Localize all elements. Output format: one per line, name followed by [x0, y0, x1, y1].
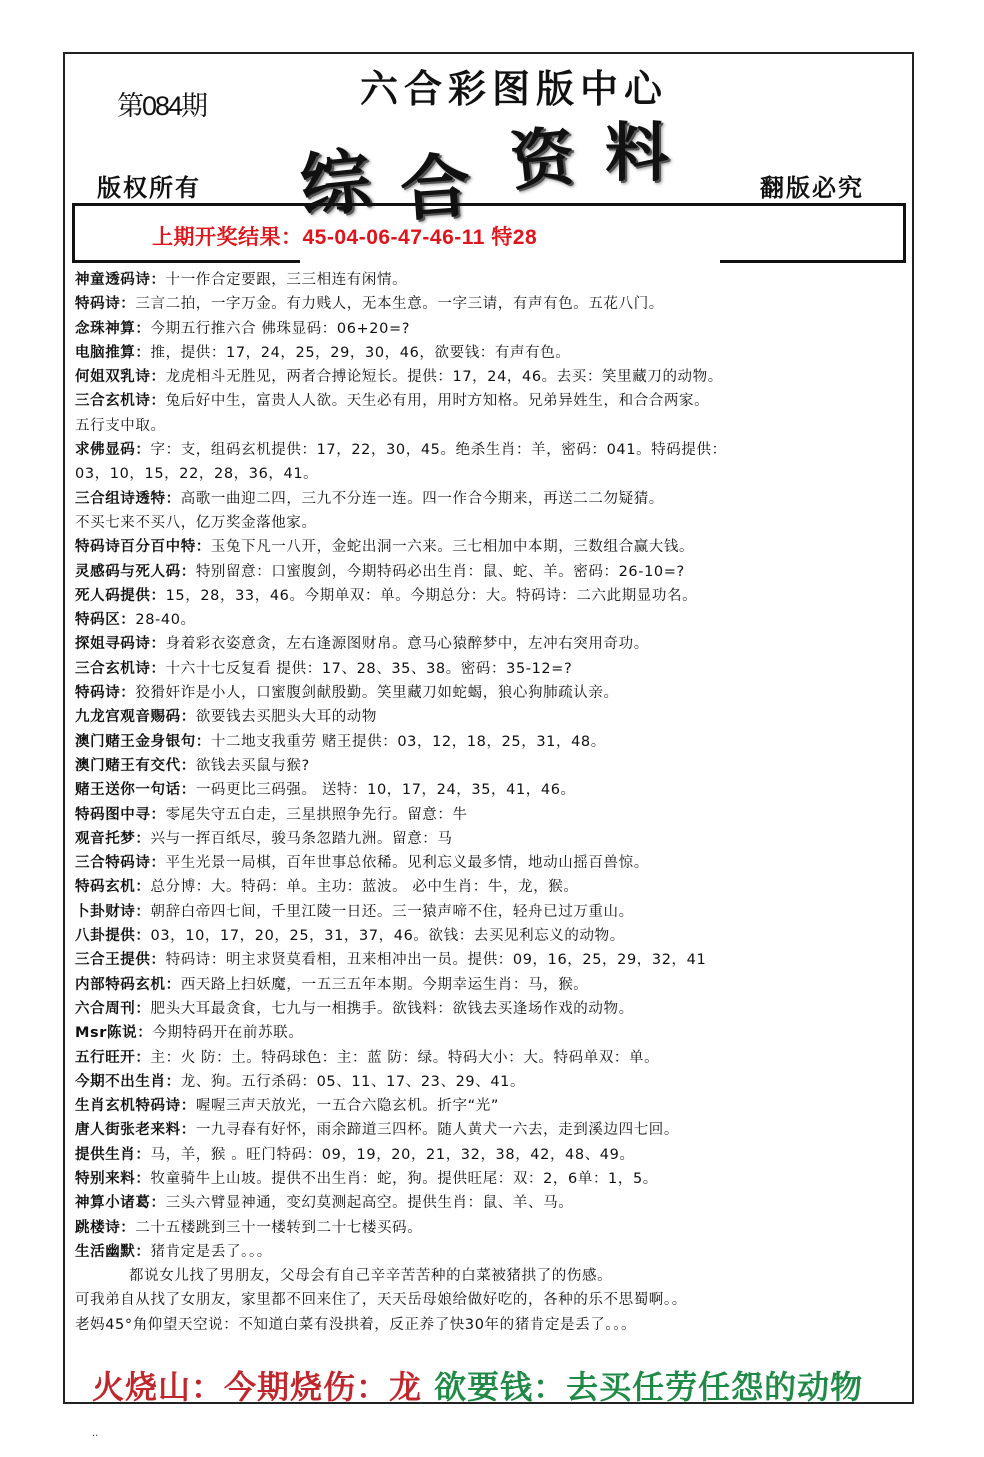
line-text: 十二地支我重劳 赌王提供：03，12，18，25，31，48。	[210, 733, 606, 750]
content-line	[75, 438, 911, 462]
content-line	[75, 973, 911, 997]
last-result	[152, 221, 537, 251]
line-label: 六合周刊：	[75, 1000, 151, 1017]
line-label: 观音托梦：	[75, 830, 151, 847]
line-label: 澳门赌王有交代：	[75, 757, 196, 774]
line-text: 总分博：大。特码：单。主功：蓝波。 必中生肖：牛，龙，猴。	[150, 879, 579, 896]
story-line: 老妈45°角仰望天空说：不知道白菜有没拱着，反正养了快30年的猪肯定是丢了。。。	[75, 1316, 637, 1333]
line-text: 牧童骑牛上山坡。提供不出生肖：蛇，狗。提供旺尾：双：2，6单：1，5。	[150, 1170, 658, 1187]
content-line	[75, 632, 911, 656]
line-text: 字：支，组码玄机提供：17，22，30，45。绝杀生肖：羊，密码：041。特码提供：	[150, 442, 727, 459]
line-label: 神算小诸葛：	[75, 1195, 166, 1212]
issue-number: 第084期	[117, 91, 207, 121]
content-line	[75, 389, 911, 413]
line-text: 肥头大耳最贪食，七九与一相携手。欲钱料：欲钱去买逢场作戏的动物。	[150, 1000, 634, 1017]
line-text: 高歌一曲迎二四，三九不分连一连。四一作合今期来，再送二二勿疑猜。	[180, 490, 664, 507]
content-line	[75, 1167, 911, 1191]
line-text: 龙虎相斗无胜见，两者合搏论短长。提供：17，24，46。去买：笑里藏刀的动物。	[165, 369, 723, 386]
big-title-char: 综	[296, 138, 375, 229]
line-text: 十六十七反复看 提供：17、28、35、38。密码：35-12=?	[165, 660, 573, 677]
line-text: 兴与一挥百纸尽，骏马条忽踏九洲。留意：马	[150, 830, 453, 847]
line-text: 欲要钱去买肥头大耳的动物	[195, 709, 378, 726]
line-text: 推，提供：17，24，25，29，30，46，欲要钱：有声有色。	[150, 344, 571, 361]
result-box-gap	[300, 258, 720, 266]
line-text: 三言二拍，一字万金。有力贱人，无本生意。一字三请，有声有色。五花八门。	[135, 296, 664, 313]
line-text: 身着彩衣姿意贪，左右逢源图财帛。意马心猿醉梦中，左冲右突用奇功。	[165, 636, 649, 653]
line-text: 五行支中取。	[75, 417, 166, 434]
content-line	[75, 754, 911, 778]
line-label: 特码诗：	[75, 296, 136, 313]
content-line	[75, 1094, 911, 1118]
line-text: 玉兔下凡一八开，金蛇出洞一六来。三七相加中本期，三数组合赢大钱。	[210, 539, 695, 556]
story-line: 都说女儿找了男朋友，父母会有自己辛辛苦苦种的白菜被猪拱了的伤感。	[129, 1268, 613, 1285]
line-label: 跳楼诗：	[75, 1219, 136, 1236]
line-label: 五行旺开：	[75, 1049, 151, 1066]
content-line	[75, 365, 911, 389]
content-line	[75, 341, 911, 365]
line-label: 赌王送你一句话：	[75, 782, 196, 799]
line-label: 念珠神算：	[75, 320, 151, 337]
content-line	[75, 681, 911, 705]
content-line	[75, 560, 911, 584]
content-line	[75, 317, 911, 341]
line-text: 兔后好中生，富贵人人欲。天生必有用，用时方知格。兄弟异姓生，和合合两家。	[165, 393, 710, 410]
line-label: 神童透码诗：	[75, 272, 166, 288]
content-line	[75, 535, 911, 559]
content-line	[75, 948, 911, 972]
line-label: 三合玄机诗：	[75, 393, 166, 410]
line-label: 三合玄机诗：	[75, 660, 166, 677]
content-line	[75, 803, 911, 827]
content-line	[75, 268, 911, 292]
line-label: 八卦提供：	[75, 928, 151, 945]
line-label: 灵感码与死人码：	[75, 563, 196, 580]
line-label: 今期不出生肖：	[75, 1073, 181, 1090]
line-text: 03，10，15，22，28，36，41。	[75, 466, 319, 483]
content-line	[75, 1046, 911, 1070]
content-line	[75, 608, 911, 632]
line-text: 欲钱去买鼠与猴?	[195, 757, 310, 774]
content-line	[75, 1240, 911, 1264]
line-label: 卜卦财诗：	[75, 903, 151, 920]
line-text: 三头六臂显神通，变幻莫测起高空。提供生肖：鼠、羊、马。	[165, 1195, 574, 1212]
line-label: 三合组诗透特：	[75, 490, 181, 507]
content-line	[75, 705, 911, 729]
line-label: 何姐双乳诗：	[75, 369, 166, 386]
content-line	[75, 924, 911, 948]
line-label: 生活幽默：	[75, 1243, 151, 1260]
copyright-right: 翻版必究	[760, 173, 864, 202]
line-text: 平生光景一局棋，百年世事总依稀。见利忘义最多情，地动山摇百兽惊。	[165, 855, 649, 872]
content-line	[75, 414, 911, 438]
content-line	[75, 875, 911, 899]
line-text: 猪肯定是丢了。。。	[150, 1243, 272, 1260]
line-label: 特码诗百分百中特：	[75, 539, 211, 556]
line-text: 03，10，17，20，25，31，37，46。欲钱：去买见利忘义的动物。	[150, 928, 625, 945]
copyright-left: 版权所有	[97, 173, 201, 202]
content-line	[75, 900, 911, 924]
content-line	[75, 1216, 911, 1240]
line-label: 特码区：	[75, 612, 136, 629]
content-line	[75, 730, 911, 754]
result-label: 上期开奖结果：	[152, 226, 303, 249]
content-line	[75, 1070, 911, 1094]
line-text: 西天路上扫妖魔，一五三五年本期。今期幸运生肖：马，猴。	[180, 976, 589, 993]
content-lines	[75, 268, 911, 1337]
line-text: 喔喔三声天放光，一五合六隐玄机。折字“光”	[195, 1098, 499, 1115]
line-text: 十一作合定要跟，三三相连有闲情。	[165, 272, 408, 288]
content-line	[75, 657, 911, 681]
line-label: 三合王提供：	[75, 952, 166, 969]
line-text: 一码更比三码强。 送特：10，17，24，35，41，46。	[195, 782, 576, 799]
line-text: 不买七来不买八，亿万奖金落他家。	[75, 514, 317, 531]
content-line	[75, 1118, 911, 1142]
line-text: 龙、狗。五行杀码：05、11、17、23、29、41。	[180, 1073, 526, 1090]
result-special: 特28	[491, 226, 538, 249]
content-line	[75, 1143, 911, 1167]
content-line	[75, 584, 911, 608]
line-label: 特码图中寻：	[75, 806, 166, 823]
line-label: 生肖玄机特码诗：	[75, 1098, 196, 1115]
banner-red-text: 火烧山：今期烧伤：龙	[92, 1368, 423, 1406]
line-text: 特码诗：明主求贤莫看相，丑来相冲出一员。提供：09，16，25，29，32，41	[165, 952, 707, 969]
line-text: 狡猾奸诈是小人，口蜜腹剑献殷勤。笑里藏刀如蛇蝎，狼心狗肺疏认亲。	[135, 685, 619, 702]
line-label: 提供生肖：	[75, 1146, 151, 1163]
line-text: 零尾失守五白走，三星拱照争先行。留意：牛	[165, 806, 468, 823]
line-text: 今期五行推六合 佛珠显码：06+20=?	[150, 320, 411, 337]
result-numbers: 45-04-06-47-46-11	[302, 226, 485, 249]
line-label: 唐人街张老来料：	[75, 1122, 196, 1139]
line-label: 死人码提供：	[75, 587, 166, 604]
content-line	[75, 1021, 911, 1045]
line-label: Msr陈说：	[75, 1025, 153, 1042]
line-label: 特码玄机：	[75, 879, 151, 896]
line-label: 三合特码诗：	[75, 855, 166, 872]
line-text: 15，28，33，46。今期单双：单。今期总分：大。特码诗：二六此期显功名。	[165, 587, 698, 604]
content-line	[75, 511, 911, 535]
footer-dots: ..	[92, 1428, 99, 1439]
content-line	[75, 778, 911, 802]
line-text: 今期特码开在前苏联。	[152, 1025, 304, 1042]
line-label: 特码诗：	[75, 685, 136, 702]
line-text: 特别留意：口蜜腹剑，今期特码必出生肖：鼠、蛇、羊。密码：26-10=?	[195, 563, 685, 580]
line-text: 28-40。	[135, 612, 196, 629]
line-label: 探姐寻码诗：	[75, 636, 166, 653]
line-label: 特别来料：	[75, 1170, 151, 1187]
line-label: 澳门赌王金身银句：	[75, 733, 211, 750]
content-line	[75, 827, 911, 851]
line-label: 九龙宫观音赐码：	[75, 709, 196, 726]
line-text: 一九寻春有好怀，雨余蹄道三四杯。随人黄犬一六去，走到溪边四七回。	[195, 1122, 680, 1139]
content-line	[75, 997, 911, 1021]
line-label: 电脑推算：	[75, 344, 151, 361]
big-title-char: 合	[397, 143, 474, 232]
big-title-char: 料	[605, 116, 669, 191]
line-text: 二十五楼跳到三十一楼转到二十七楼买码。	[135, 1219, 423, 1236]
content-line	[75, 462, 911, 486]
story-line: 可我弟自从找了女朋友，家里都不回来住了，天天岳母娘给做好吃的，各种的乐不思蜀啊。。	[75, 1292, 687, 1309]
big-title-char: 资	[506, 118, 579, 201]
content-line	[75, 1191, 911, 1215]
line-text: 朝辞白帝四七间，千里江陵一日还。三一猿声啼不住，轻舟已过万重山。	[150, 903, 634, 920]
content-line	[75, 851, 911, 875]
banner-green-text: 欲要钱：去买任劳任怨的动物	[434, 1368, 864, 1406]
bottom-banner	[92, 1362, 863, 1408]
line-label: 内部特码玄机：	[75, 976, 181, 993]
line-text: 马，羊，猴 。旺门特码：09，19，20，21，32，38，42，48、49。	[150, 1146, 635, 1163]
content-line	[75, 487, 911, 511]
publisher-title: 六合彩图版中心	[360, 67, 669, 111]
line-text: 主：火 防：土。特码球色：主：蓝 防：绿。特码大小：大。特码单双：单。	[150, 1049, 660, 1066]
line-label: 求佛显码：	[75, 442, 151, 459]
content-line	[75, 292, 911, 316]
